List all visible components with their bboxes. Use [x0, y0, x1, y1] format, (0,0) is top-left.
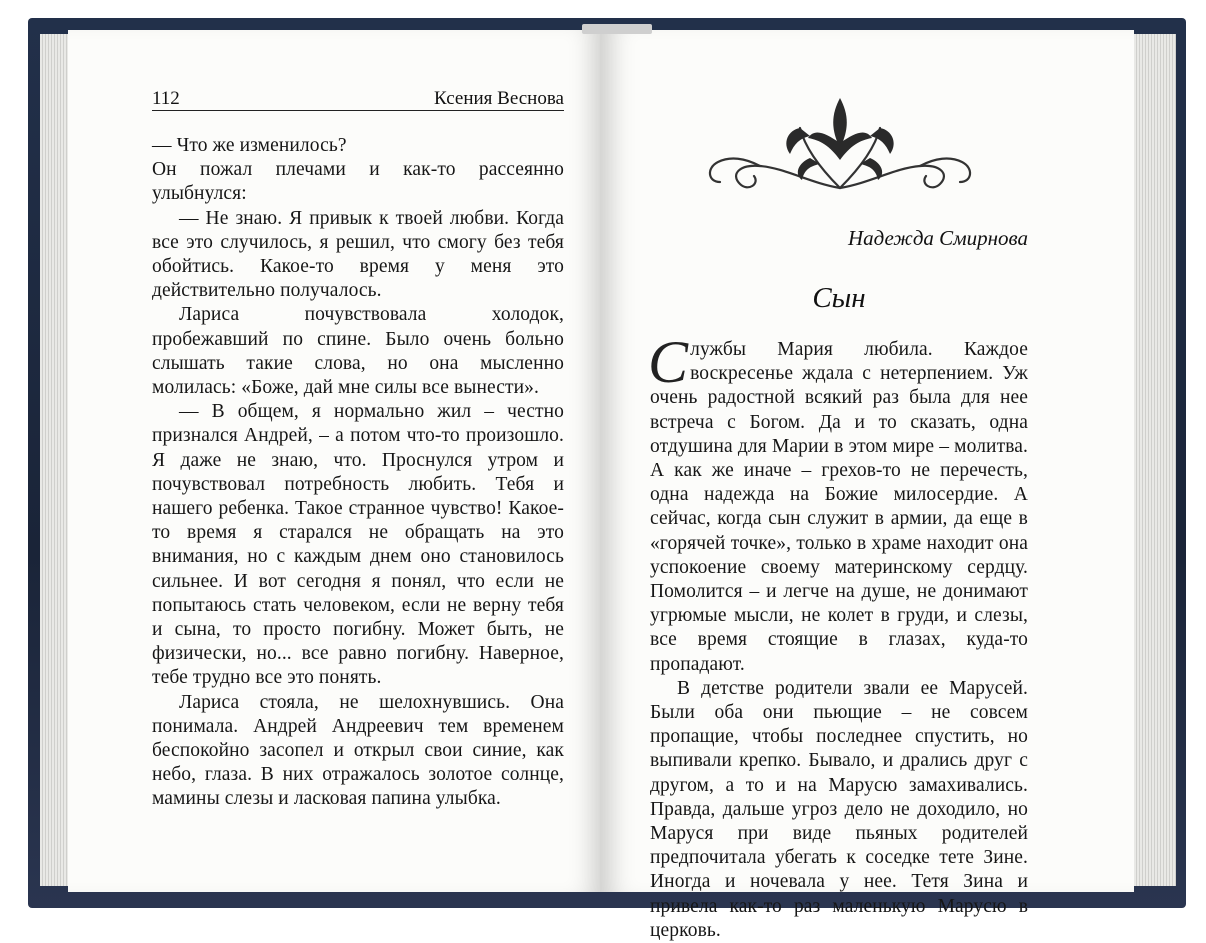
paragraph: Лариса стояла, не шелохнувшись. Она понимала. Андрей Андреевич тем временем беспокойно засопел и открыл свои синие, как небо, глаза. В них отражалось золотое солнце, мамины слезы и ласковая папина улыбка.	[152, 691, 564, 810]
story-author: Надежда Смирнова	[847, 226, 1028, 250]
paragraph: — Что же изменилось?	[152, 135, 347, 156]
paragraph: — В общем, я нормально жил – честно признался Андрей, – а потом что-то произошло. Я даже не знаю, что. Проснулся утром и почувствовал потребность любить. Тебя и нашего ребенка. Такое странное чувство! Какое-то время я старался не обращать на это внимания, но с каждым днем оно становилось сильнее. И вот сегодня я понял, что если не попытаюсь стать человеком, если не верну тебя и сына, то просто погибну. Может быть, не физически, но... все равно погибну. Наверное, тебе трудно все это понять.	[152, 401, 564, 689]
left-page-header	[152, 88, 564, 110]
story-title: Сын	[812, 282, 866, 314]
paragraph: — Не знаю. Я привык к твоей любви. Когда все это случилось, я решил, что смогу без тебя обойтись. Какое-то время у меня это действительно получалось.	[152, 207, 564, 302]
paragraph: Он пожал плечами и как-то рассеянно улыбнулся:	[152, 159, 564, 205]
page-edges-right	[1134, 34, 1176, 886]
left-page-text	[152, 134, 564, 812]
drop-cap: С	[648, 329, 689, 395]
spine-bookmark	[582, 24, 652, 34]
page-number: 112	[152, 88, 180, 109]
header-rule	[152, 110, 564, 111]
paragraph: Лариса почувствовала холодок, пробежавший по спине. Было очень больно слышать такие слова, но она мысленно молилась: «Боже, дай мне силы все вынести».	[152, 304, 564, 399]
paragraph	[648, 329, 1028, 677]
page-edges-left	[40, 34, 68, 886]
floral-ornament-icon	[690, 88, 990, 198]
right-page-text	[648, 329, 1028, 943]
paragraph: В детстве родители звали ее Марусей. Были оба они пьющие – не совсем пропащие, чтобы последнее спустить, но выпивали крепко. Бывало, и дрались друг с другом, а то и на Марусю замахивались. Правда, дальше угроз дело не доходило, но Маруся при виде пьяных родителей предпочитала убегать к соседке тете Зине. Иногда и ночевала у нее. Тетя Зина и привела как-то раз маленькую Марусю в церковь.	[650, 677, 1028, 941]
running-head: Ксения Веснова	[434, 88, 564, 109]
paragraph-text: лужбы Мария любила. Каждое воскресенье ждала с нетерпением. Уж очень радостной всякий раз была для нее встреча с Богом. Да и то сказать, одна отдушина для Марии в этом мире – молитва. А как же иначе – грехов-то не перечесть, одна надежда на Божие милосердие. А сейчас, когда сын служит в армии, да еще в «горячей точке», только в храме находит она успокоение своему материнскому сердцу. Помолится – и легче на душе, не донимают угрюмые мысли, не колет в груди, и слезы, все время стоящие в глазах, куда-то пропадают.	[650, 339, 1028, 675]
